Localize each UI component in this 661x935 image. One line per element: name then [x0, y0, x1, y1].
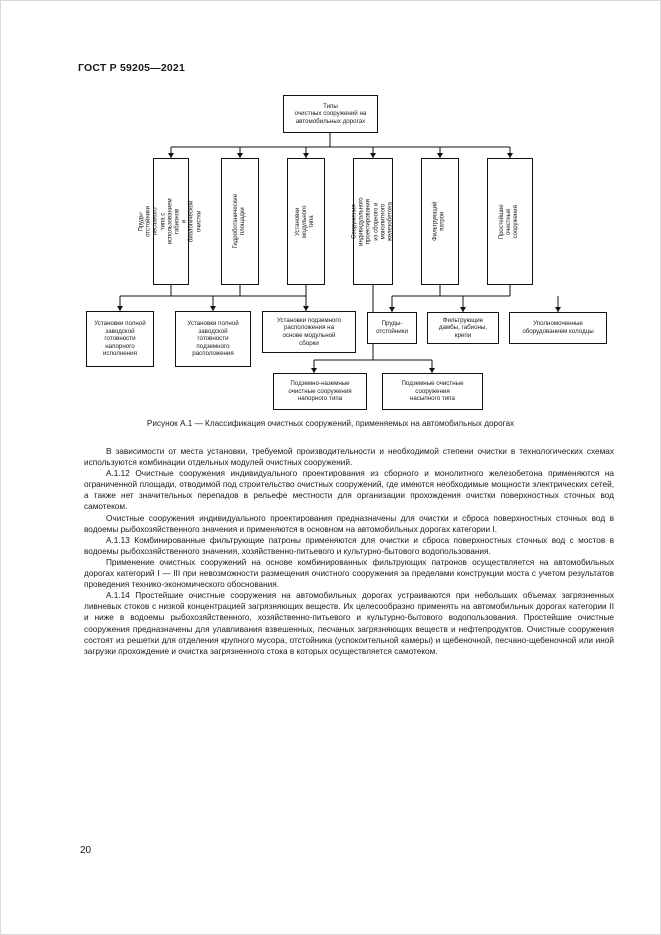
subtype-box-underground-ready: Установки полной заводской готовности подземного расположения	[175, 311, 251, 367]
type-box-modular	[287, 158, 325, 285]
subtype-box-filter-dams: Фильтрующие дамбы, габионы, крепи	[427, 312, 499, 344]
figure-caption: Рисунок А.1 — Классификация очистных сооружений, применяемых на автомобильных дорогах	[146, 419, 515, 428]
type-label: Установки модульного типа	[295, 205, 316, 238]
subtype-box-underground-bulk: Подземные очистные сооружения насыпного типа	[382, 373, 483, 410]
type-box-hydrobotanical	[221, 158, 259, 285]
type-label: Фильтрующий патрон	[432, 201, 447, 242]
paragraph: В зависимости от места установки, требуемой производительности и необходимой степени очистки в технологических схемах используются комбинации отдельных модулей очистных сооружений.	[84, 447, 614, 468]
paragraph: Очистные сооружения индивидуального проектирования предназначены для очистки и сброса поверхностных сточных вод в водоемы рыбохозяйственного значения и применяются в основном на автомобильных дорогах категории I.	[84, 513, 614, 534]
type-label: Простейшие очистные сооружения	[499, 204, 520, 239]
root-box: Типы очистных сооружений на автомобильных дорогах	[283, 95, 378, 133]
paragraph: А.1.12 Очистные сооружения индивидуального проектирования из сборного и монолитного железобетона применяются на ограниченной площади, отводимой под строительство очистных сооружений, где имеются необходимые мощности электрических сетей, а также нет значительных перепадов в рельефе местности для организации прохождения очистки поверхностных сточных вод самотеком.	[84, 469, 614, 512]
type-box-ponds-gabions	[138, 158, 203, 285]
subtype-box-pressure-ready: Установки полной заводской готовности напорного исполнения	[86, 311, 154, 367]
subtype-box-wells: Уполномоченные оборудованием колодцы	[509, 312, 607, 344]
paragraph: Применение очистных сооружений на основе комбинированных фильтрующих патронов осуществляется на автомобильных дорогах категорий I — III при невозможности размещения очистного сооружения за пределами конструкции моста с учетом результатов проведения технико-экономического обоснования.	[84, 557, 614, 590]
subtype-box-underground-pressure: Подземно-наземные очистные сооружения напорного типа	[273, 373, 367, 410]
subtype-box-ponds: Пруды- отстойники	[367, 312, 417, 344]
type-box-filter-cartridge	[421, 158, 459, 285]
subtype-box-underground-modular: Установки подземного расположения на основе модульной сборки	[262, 311, 356, 353]
type-box-simplest	[487, 158, 533, 285]
page-number: 20	[80, 845, 92, 856]
body-text	[84, 446, 614, 657]
type-label: Гидроботанические площадки	[232, 194, 247, 249]
type-box-individual	[353, 158, 393, 285]
paragraph: А.1.13 Комбинированные фильтрующие патроны применяются для очистки и сброса поверхностных сточных вод с мостов в водоемы рыбохозяйственного значения, хозяйственно-питьевого и культурно-бытового водопользования.	[84, 535, 614, 556]
standard-header: ГОСТ Р 59205—2021	[78, 62, 186, 74]
type-label: Сооружения индивидуального проектирования из сборного и монолитного железобетона	[351, 197, 394, 246]
type-label: Пруды-отстойники песчаного типа с использованием габионов и биологической очистки	[138, 198, 203, 245]
paragraph: А.1.14 Простейшие очистные сооружения на автомобильных дорогах устраиваются при небольших объемах загрязненных ливневых стоков с низкой концентрацией загрязняющих веществ. Их целесообразно применять на автомобильных дорогах категории II и ниже в водоемы рыбохозяйственного, хозяйственно-питьевого и культурно-бытового водопользования. Простейшие очистные сооружения предназначены для улавливания взвешенных, песчаных загрязняющих веществ и нефтепродуктов. Очистные сооружения состоят из решетки для отделения крупного мусора, отстойника (успокоительной камеры) и щебеночной, песчано-щебеночной или иной загрузки прохождение и очистка загрязненного стока в которых осуществляется самотеком.	[84, 591, 614, 656]
classification-diagram	[0, 0, 661, 420]
